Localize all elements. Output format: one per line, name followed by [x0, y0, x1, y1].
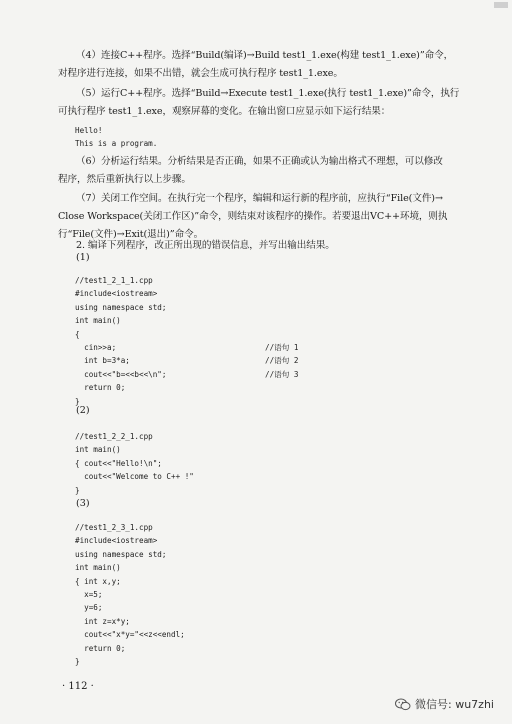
- code-line: [75, 457, 265, 470]
- text-line: （4）连接C++程序。选择“Build(编译)→Build test1_1.exe(构建 test1_1.exe)”命令，: [76, 50, 454, 61]
- paragraph-step-4: [58, 47, 478, 83]
- exercise-label-2: (2): [76, 405, 90, 416]
- code-line: [75, 615, 265, 628]
- code-text: { cout<<"Hello!\n";: [75, 458, 162, 468]
- text-line: 行“File(文件)→Exit(退出)”命令。: [58, 229, 204, 240]
- text-line: （6）分析运行结果。分析结果是否正确，如果不正确或认为输出格式不理想，可以修改: [76, 156, 443, 167]
- code-line: [75, 601, 265, 614]
- text-line: 对程序进行连接，如果不出错，就会生成可执行程序 test1_1.exe。: [58, 68, 343, 79]
- code-text: int z=x*y;: [75, 616, 130, 626]
- text-line: 2. 编译下列程序，改正所出现的错误信息，并写出输出结果。: [76, 240, 335, 251]
- code-text: { int x,y;: [75, 576, 121, 586]
- code-text: return 0;: [75, 643, 126, 653]
- paragraph-exercise-2: [58, 237, 478, 255]
- code-text: int b=3*a;: [75, 356, 130, 366]
- code-line: [75, 655, 265, 668]
- corner-mark: [494, 2, 508, 8]
- code-text: }: [75, 396, 80, 406]
- code-line: [75, 575, 265, 588]
- code-line: [75, 328, 298, 341]
- code-text: int main(): [75, 563, 121, 573]
- code-line: [75, 430, 265, 443]
- text-line: Close Workspace(关闭工作区)”命令，则结束对该程序的操作。若要退出VC++环境，则执: [58, 211, 448, 222]
- code-line: [75, 395, 298, 408]
- code-line: [75, 588, 265, 601]
- code-text: using namespace std;: [75, 549, 167, 559]
- code-text: cout<<"b=<<b<<\n";: [75, 369, 167, 379]
- code-text: using namespace std;: [75, 302, 167, 312]
- code-text: //test1_2_3_1.cpp: [75, 523, 153, 532]
- output-line: This is a program.: [75, 139, 158, 149]
- code-text: return 0;: [75, 383, 126, 393]
- code-line: [75, 521, 265, 534]
- code-text: int main(): [75, 316, 121, 326]
- code-text: int main(): [75, 445, 121, 455]
- code-line: [75, 642, 265, 655]
- paragraph-step-6: [58, 153, 478, 189]
- code-text: x=5;: [75, 589, 103, 599]
- code-text: }: [75, 485, 80, 495]
- code-line: [75, 470, 265, 483]
- code-line: [75, 274, 298, 287]
- code-text: {: [75, 329, 80, 339]
- text-line: （5）运行C++程序。选择“Build→Execute test1_1.exe(执行 test1_1.exe)”命令，执行: [76, 88, 460, 99]
- code-line: [75, 534, 265, 547]
- exercise-label-1: (1): [76, 252, 90, 263]
- code-block-3: [75, 521, 265, 668]
- watermark: [395, 696, 494, 712]
- code-text: #include<iostream>: [75, 536, 158, 546]
- code-line: [75, 301, 298, 314]
- code-comment: //语句 2: [265, 356, 299, 366]
- output-line: Hello!: [75, 126, 103, 135]
- code-line: [75, 484, 265, 497]
- code-line: [75, 561, 265, 574]
- code-text: cout<<"x*y="<<z<<endl;: [75, 630, 185, 640]
- program-output: [75, 124, 157, 151]
- code-comment: //语句 1: [265, 342, 299, 352]
- code-line: [75, 368, 298, 381]
- code-text: //test1_2_1_1.cpp: [75, 276, 153, 285]
- code-comment: //语句 3: [265, 369, 299, 379]
- text-line: 程序，然后重新执行以上步骤。: [58, 174, 191, 185]
- code-line: [75, 314, 298, 327]
- code-line: [75, 548, 265, 561]
- code-line: [75, 354, 298, 367]
- code-line: [75, 443, 265, 456]
- code-block-2: [75, 430, 265, 497]
- code-line: [75, 381, 298, 394]
- code-text: cout<<"Welcome to C++ !": [75, 472, 194, 482]
- code-text: y=6;: [75, 603, 103, 613]
- code-line: [75, 287, 298, 300]
- code-line: [75, 341, 298, 354]
- code-block-1: [75, 274, 298, 408]
- code-text: #include<iostream>: [75, 289, 158, 299]
- wechat-icon: [395, 698, 411, 711]
- code-text: //test1_2_2_1.cpp: [75, 432, 153, 441]
- code-text: }: [75, 656, 80, 666]
- text-line: （7）关闭工作空间。在执行完一个程序，编辑和运行新的程序前，应执行“File(文件)→: [76, 193, 443, 204]
- text-line: 可执行程序 test1_1.exe，观察屏幕的变化。在输出窗口应显示如下运行结果：: [58, 106, 391, 117]
- exercise-label-3: (3): [76, 498, 90, 509]
- page-number: · 112 ·: [62, 681, 94, 692]
- paragraph-step-5: [58, 85, 478, 121]
- code-line: [75, 628, 265, 641]
- paragraph-step-7: [58, 190, 478, 244]
- watermark-text: 微信号: wu7zhi: [415, 698, 494, 711]
- code-text: cin>>a;: [75, 342, 117, 352]
